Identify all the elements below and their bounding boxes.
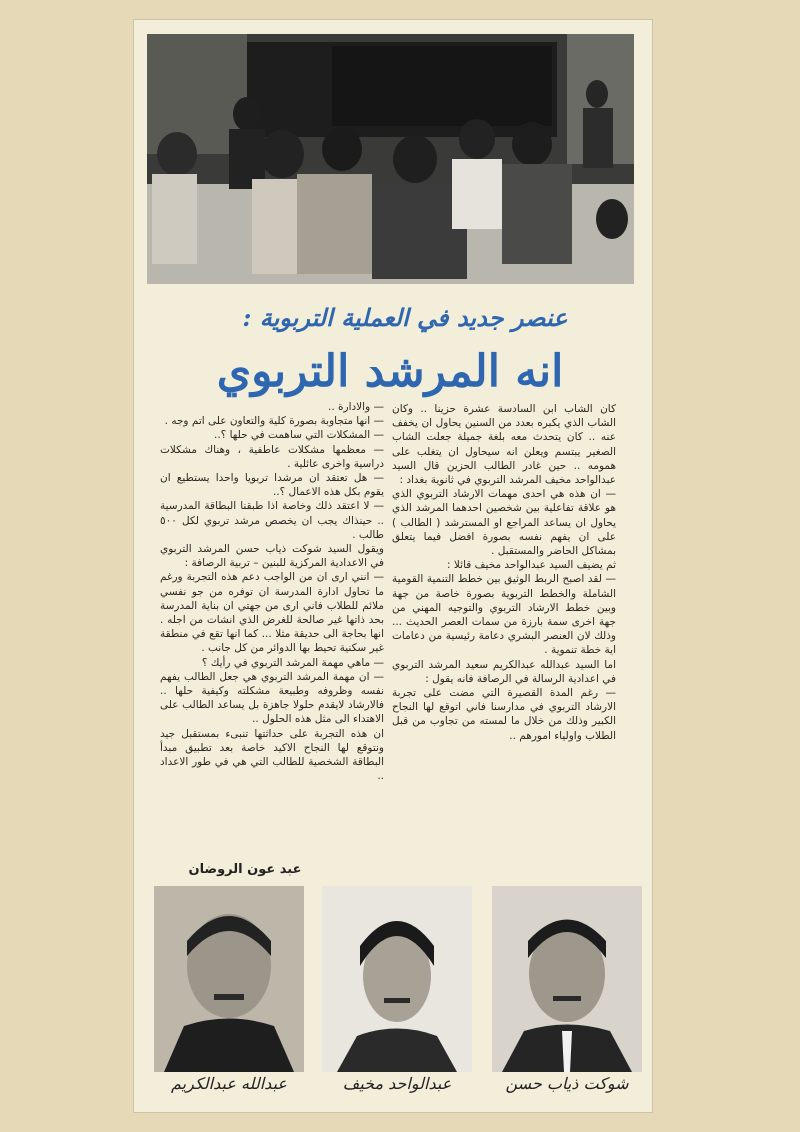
portrait-left-image xyxy=(154,886,304,1072)
article-column-left: — والادارة .. — انها متجاوبة بصورة كلية والتعاون على اتم وجه . — المشكلات التي ساهمت في حلها ؟.. — معظمها مشكلات عاطفية ، وهناك مشكلات دراسية واخرى عائلية . — هل تعتقد ان مرشدا تربويا واحدا يستطيع ان يقوم بكل هذه الاعمال ؟.. — لا اعتقد ذلك وخاصة اذا طبقنا البطاقة المدرسية .. حينذاك يجب ان يخصص مرشد تربوي لكل ٥٠٠ طالب . ويقول السيد شوكت ذياب حسن المرشد التربوي في الاعدادية المركزية للبنين – تربية الرصافة : — انني ارى ان من الواجب دعم هذه التجربة ورغم ما تحاول ادارة المدرسة ان توفره من جو نفسي ملائم للطلاب فاني ارى من جهتي ان بناية المدرسة بحد ذاتها غير صالحة للغرض الذي انشات من اجله . انها بحاجة الى حديقة مثلا ... كما انها تقع في منطقة غير سكنية تحيط بها الدوائر من كل جانب . — ماهي مهمة المرشد التربوي في رأيك ؟ — ان مهمة المرشد التربوي هي جعل الطالب يفهم نفسه وظروفه وطبيعة مشكلته وكيفية حلها .. فالارشاد لايقدم حلولا جاهزة بل يساعد الطالب على الاهتداء الى مثل هذه الحلول .. ان هذه التجربة على حداثتها تنبىء بمستقبل جيد ونتوقع لها النجاح الاكيد خاصة بعد تطبيق مبدأ البطاقة الشخصية للطالب التي هي في طور الاعداد .. xyxy=(160,401,384,783)
headline-kicker: عنصر جديد في العملية التربوية : xyxy=(242,303,568,332)
caption-right: شوكت ذياب حسن xyxy=(505,1074,629,1093)
article-column-right: كان الشاب ابن السادسة عشرة حزينا .. وكان الشاب الذي يكبره بعدد من السنين يحاول ان يخفف عنه .. كان يتحدث معه بلغة جميلة جعلت الشاب الصغير يبتسم ويعلن انه سيحاول ان يتغلب على همومه .. حين غادر الطالب الحزين قال السيد عبدالواحد مخيف المرشد التربوي في ثانوية بغداد : — ان هذه هي احدى مهمات الارشاد التربوي الذي هو علاقة تفاعلية بين شخصين احدهما المرشد الذي يحاول ان يساعد المراجع او المسترشد ( الطالب ) على ان يفهم نفسه بصورة افضل فيما يتعلق بمشاكل الحاضر والمستقبل . ثم يضيف السيد عبدالواحد مخيف قائلا : — لقد اصبح الربط الوثيق بين خطط التنمية القومية الشاملة والخطط التربوية بصورة خاصة من جهة وبين خطط الارشاد التربوي والتوجيه المهني من جهة اخرى سمة بارزة من سمات العصر الحديث ... وذلك لان العنصر البشري دعامة رئيسية من دعامات اية خطة تنموية . اما السيد عبدالله عبدالكريم سعيد المرشد التربوي في اعدادية الرسالة في الرصافة فانه يقول : — رغم المدة القصيرة التي مضت على تجربة الارشاد التربوي في مدارسنا فاني اتوقع لها النجاح الكبير وذلك من خلال ما لمسته من تجاوب من قبل الطلاب واولياء امورهم .. xyxy=(392,403,616,742)
author-byline: عبد عون الروضان xyxy=(188,862,302,877)
headline-title: انه المرشد التربوي xyxy=(216,346,564,397)
classroom-photo-image xyxy=(147,34,634,284)
portrait-middle xyxy=(322,886,472,1072)
portrait-left xyxy=(154,886,304,1072)
portrait-right-image xyxy=(492,886,642,1072)
portrait-middle-image xyxy=(322,886,472,1072)
caption-left: عبدالله عبدالكريم xyxy=(171,1074,287,1093)
caption-middle: عبدالواحد مخيف xyxy=(342,1074,452,1093)
classroom-photo xyxy=(147,34,634,284)
portrait-right xyxy=(492,886,642,1072)
